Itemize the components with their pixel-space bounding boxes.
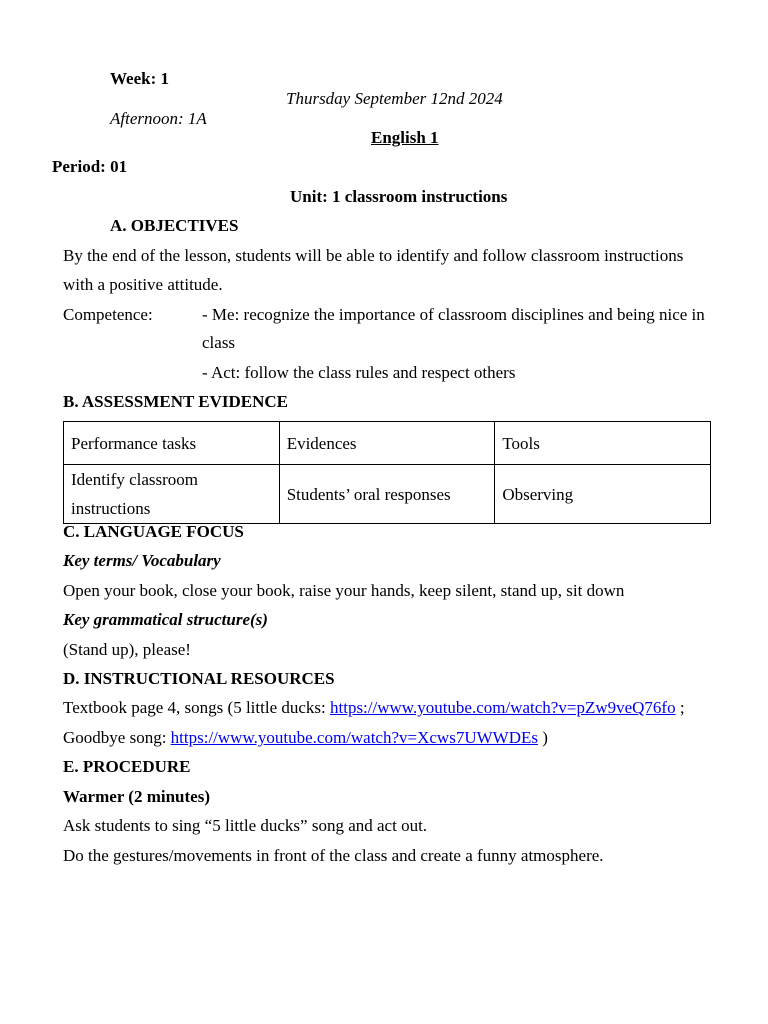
vocabulary-heading: Key terms/ Vocabulary bbox=[63, 551, 221, 570]
grammar-heading: Key grammatical structure(s) bbox=[63, 610, 268, 629]
resources-line-2-suffix: ) bbox=[537, 728, 548, 747]
table-row bbox=[64, 465, 711, 524]
cell-evidence: Students’ oral responses bbox=[279, 465, 495, 524]
cell-performance-task: Identify classroom instructions bbox=[64, 465, 280, 524]
week-label: Week: 1 bbox=[110, 69, 170, 88]
grammar-text: (Stand up), please! bbox=[63, 640, 191, 659]
unit-title: Unit: 1 classroom instructions bbox=[290, 187, 508, 206]
procedure-heading: E. PROCEDURE bbox=[63, 757, 191, 776]
competence-me-line-1: - Me: recognize the importance of classroom disciplines and being nice in bbox=[202, 305, 705, 324]
competence-label: Competence: bbox=[63, 305, 153, 324]
cell-tool: Observing bbox=[495, 465, 711, 524]
procedure-line-2: Do the gestures/movements in front of the class and create a funny atmosphere. bbox=[63, 846, 604, 865]
table-header-row bbox=[64, 422, 711, 465]
session-label: Afternoon: 1A bbox=[110, 109, 207, 128]
column-header-tools: Tools bbox=[495, 422, 711, 465]
subject-title: English 1 bbox=[371, 128, 439, 147]
procedure-line-1: Ask students to sing “5 little ducks” song and act out. bbox=[63, 816, 428, 835]
objectives-text-line-2: with a positive attitude. bbox=[63, 275, 223, 294]
warmer-heading: Warmer (2 minutes) bbox=[63, 787, 210, 806]
assessment-heading: B. ASSESSMENT EVIDENCE bbox=[63, 392, 289, 411]
resources-heading: D. INSTRUCTIONAL RESOURCES bbox=[63, 669, 335, 688]
resources-line-2 bbox=[63, 728, 548, 748]
resources-line-1-prefix: Textbook page 4, songs (5 little ducks: bbox=[63, 698, 330, 717]
goodbye-song-link[interactable]: https://www.youtube.com/watch?v=Xcws7UWWDEs bbox=[170, 728, 538, 747]
period-label: Period: 01 bbox=[52, 157, 128, 176]
vocabulary-text: Open your book, close your book, raise your hands, keep silent, stand up, sit down bbox=[63, 581, 625, 600]
resources-line-2-prefix: Goodbye song: bbox=[63, 728, 171, 747]
objectives-text-line-1: By the end of the lesson, students will be able to identify and follow classroom instructions bbox=[63, 246, 684, 265]
resources-line-1-suffix: ; bbox=[675, 698, 685, 717]
resources-line-1 bbox=[63, 698, 685, 718]
assessment-table bbox=[63, 421, 711, 524]
ducks-song-link[interactable]: https://www.youtube.com/watch?v=pZw9veQ76fo bbox=[330, 698, 676, 717]
column-header-performance-tasks: Performance tasks bbox=[64, 422, 280, 465]
competence-act-line: - Act: follow the class rules and respect others bbox=[202, 363, 516, 382]
objectives-heading: A. OBJECTIVES bbox=[110, 216, 239, 235]
column-header-evidences: Evidences bbox=[279, 422, 495, 465]
language-focus-heading: C. LANGUAGE FOCUS bbox=[63, 522, 244, 541]
competence-me-line-2: class bbox=[202, 333, 236, 352]
lesson-date: Thursday September 12nd 2024 bbox=[286, 89, 503, 108]
